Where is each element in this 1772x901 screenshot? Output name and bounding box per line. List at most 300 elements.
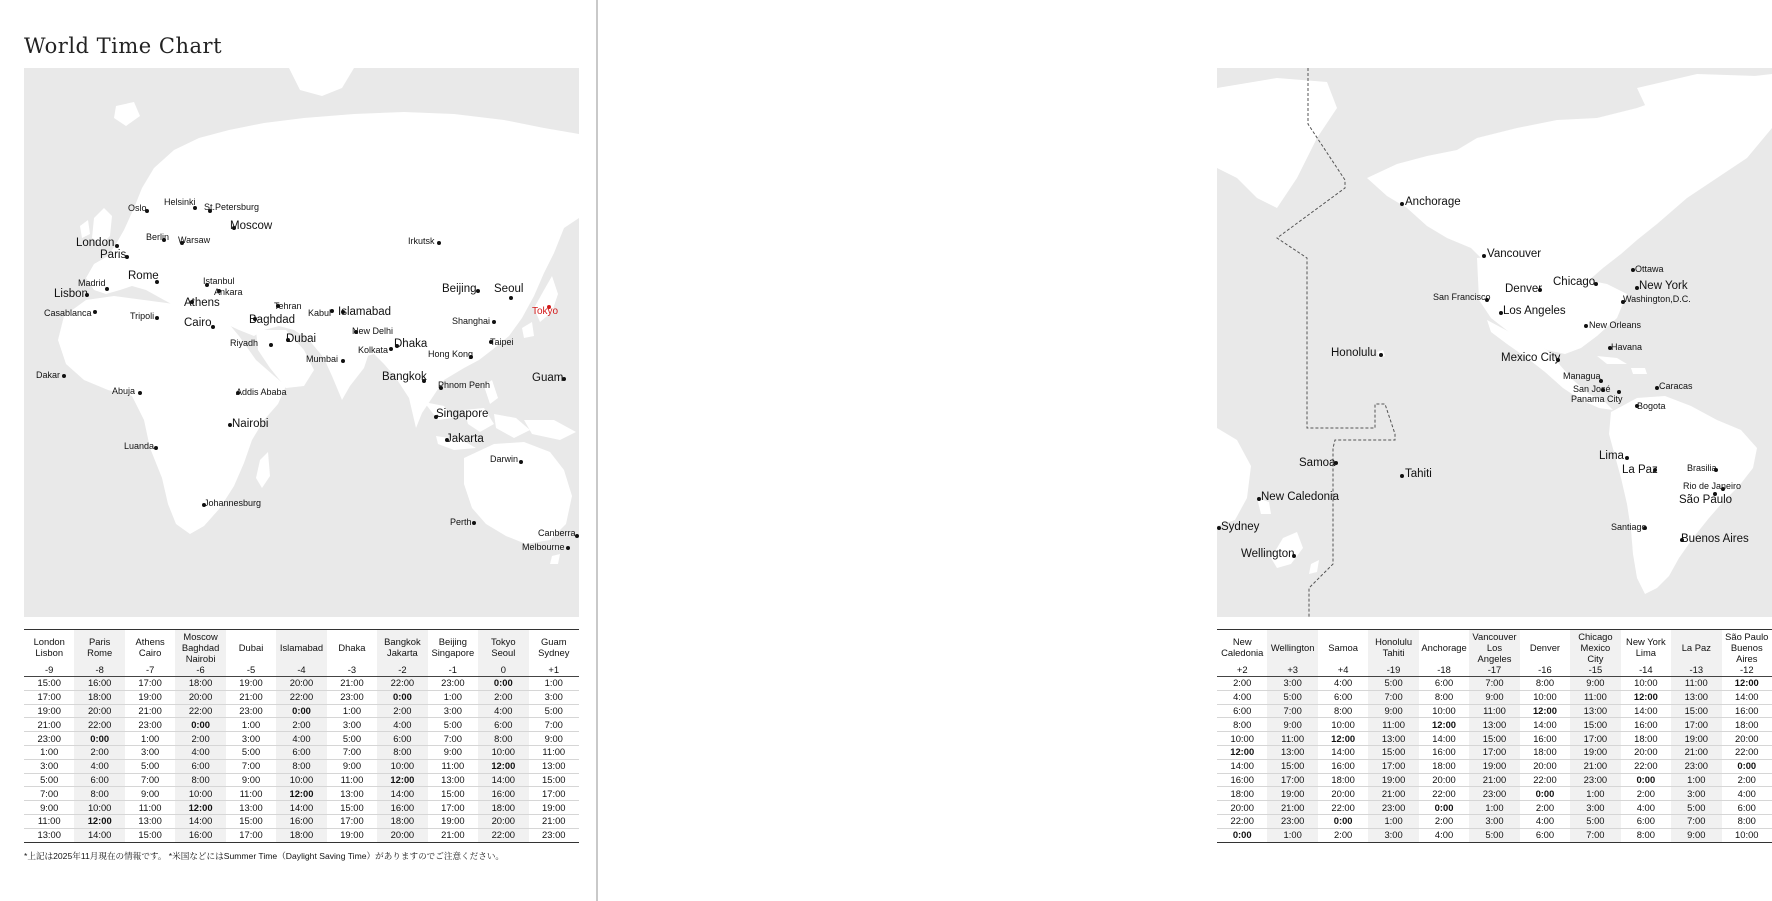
time-cell: 19:00 (1570, 745, 1620, 759)
time-cell: 5:00 (24, 773, 74, 787)
city-label: Kolkata (358, 345, 389, 355)
time-cell: 10:00 (74, 801, 124, 815)
time-cell: 22:00 (175, 704, 225, 718)
city-label: Tahiti (1405, 468, 1432, 480)
time-cell: 22:00 (1419, 787, 1469, 801)
time-cell: 4:00 (74, 759, 124, 773)
table-row (1217, 745, 1772, 759)
time-cell: 14:00 (1520, 718, 1570, 732)
time-cell: 13:00 (529, 759, 579, 773)
city-label: Athens (184, 297, 220, 309)
time-cell: 20:00 (74, 704, 124, 718)
time-cell: 3:00 (1671, 787, 1721, 801)
table-header-row (1217, 630, 1772, 665)
city-name: Chicago (1578, 630, 1613, 642)
time-cell: 6:00 (377, 732, 427, 746)
city-label: Jakarta (446, 433, 484, 445)
city-label: San Francisco (1433, 292, 1491, 302)
column-header (226, 630, 276, 665)
hour-offset: -17 (1469, 664, 1519, 677)
time-cell: 18:00 (175, 677, 225, 691)
time-cell: 2:00 (1217, 677, 1267, 691)
time-cell: 20:00 (1318, 787, 1368, 801)
time-cell: 3:00 (24, 759, 74, 773)
city-label: Wellington (1241, 548, 1295, 560)
time-cell: 23:00 (428, 677, 478, 691)
time-cell: 0:00 (276, 704, 326, 718)
time-cell: 17:00 (327, 814, 377, 828)
table-row (24, 732, 579, 746)
time-cell: 8:00 (1217, 718, 1267, 732)
city-dot (62, 374, 66, 378)
city-label: Casablanca (44, 308, 92, 318)
city-dot (1482, 254, 1486, 258)
time-cell: 11:00 (1469, 704, 1519, 718)
time-cell: 14:00 (1722, 690, 1772, 704)
city-dot (105, 287, 109, 291)
time-cell: 1:00 (1570, 787, 1620, 801)
city-label: Riyadh (230, 338, 259, 348)
city-name: São Paulo (1725, 630, 1769, 642)
time-cell: 5:00 (529, 704, 579, 718)
time-cell: 5:00 (1469, 828, 1519, 842)
time-cell: 11:00 (1671, 677, 1721, 691)
time-cell: 4:00 (1217, 690, 1267, 704)
time-cell: 9:00 (327, 759, 377, 773)
time-cell: 20:00 (175, 690, 225, 704)
time-cell: 3:00 (226, 732, 276, 746)
time-cell: 9:00 (1570, 677, 1620, 691)
city-name: Singapore (431, 647, 475, 658)
city-name: Angeles (1477, 652, 1512, 664)
time-cell: 7:00 (226, 759, 276, 773)
hour-offset: -18 (1419, 664, 1469, 677)
time-cell: 9:00 (1368, 704, 1418, 718)
city-name: Mexico (1580, 641, 1611, 653)
time-cell: 15:00 (1570, 718, 1620, 732)
time-cell: 18:00 (478, 801, 528, 815)
city-label: Irkutsk (408, 236, 435, 246)
city-name: City (1587, 652, 1604, 664)
city-label: Paris (100, 249, 127, 261)
time-cell: 17:00 (226, 828, 276, 842)
city-label: Islamabad (338, 306, 392, 318)
column-header (1368, 630, 1418, 665)
city-label: New York (1639, 280, 1688, 292)
time-cell: 22:00 (276, 690, 326, 704)
time-cell: 9:00 (529, 732, 579, 746)
time-cell: 18:00 (1520, 745, 1570, 759)
time-cell: 22:00 (377, 677, 427, 691)
hour-offset: -2 (377, 664, 427, 677)
city-dot (476, 289, 480, 293)
column-header (1621, 630, 1671, 665)
city-label: Denver (1505, 283, 1543, 295)
time-cell: 7:00 (1469, 677, 1519, 691)
city-dot (509, 296, 513, 300)
table-row (24, 801, 579, 815)
time-cell: 22:00 (1217, 814, 1267, 828)
time-cell: 0:00 (478, 677, 528, 691)
time-cell: 15:00 (428, 787, 478, 801)
time-cell: 18:00 (1722, 718, 1772, 732)
time-cell: 9:00 (1469, 690, 1519, 704)
city-name: Los (1486, 641, 1503, 653)
time-cell: 2:00 (1318, 828, 1368, 842)
time-cell: 10:00 (1520, 690, 1570, 704)
time-cell: 10:00 (478, 745, 528, 759)
city-label: Dubai (286, 333, 317, 345)
city-name: Buenos (1730, 641, 1763, 653)
time-cell: 4:00 (1419, 828, 1469, 842)
city-label: Moscow (230, 220, 273, 232)
column-header (529, 630, 579, 665)
city-label: Washington,D.C. (1623, 294, 1691, 304)
hour-offset: -1 (428, 664, 478, 677)
time-cell: 7:00 (529, 718, 579, 732)
time-cell: 20:00 (1621, 745, 1671, 759)
time-cell: 21:00 (428, 828, 478, 842)
hour-offset: -4 (276, 664, 326, 677)
city-label: Cairo (184, 317, 212, 329)
table-row (24, 704, 579, 718)
city-name: Lima (1635, 647, 1657, 658)
city-label: Seoul (494, 283, 524, 295)
time-cell: 4:00 (1722, 787, 1772, 801)
time-cell: 22:00 (478, 828, 528, 842)
time-cell: 11:00 (226, 787, 276, 801)
city-label: Mexico City (1501, 352, 1561, 364)
time-cell: 1:00 (125, 732, 175, 746)
city-name: Samoa (1328, 641, 1358, 653)
city-name: Sydney (538, 647, 570, 658)
column-header (428, 630, 478, 665)
city-label: Berlin (146, 232, 170, 242)
time-cell: 5:00 (226, 745, 276, 759)
city-dot (519, 460, 523, 464)
time-cell: 10:00 (1722, 828, 1772, 842)
time-cell: 15:00 (125, 828, 175, 842)
city-label: Canberra (538, 528, 576, 538)
time-cell: 23:00 (1368, 801, 1418, 815)
column-header (1267, 630, 1317, 665)
table-row (24, 745, 579, 759)
time-cell: 12:00 (478, 759, 528, 773)
table-row (24, 773, 579, 787)
time-cell: 20:00 (1520, 759, 1570, 773)
city-label: Shanghai (452, 316, 491, 326)
table-row (1217, 677, 1772, 691)
time-cell: 4:00 (175, 745, 225, 759)
city-dot (437, 241, 441, 245)
time-cell: 0:00 (1217, 828, 1267, 842)
time-cell: 12:00 (1318, 732, 1368, 746)
time-cell: 2:00 (1419, 814, 1469, 828)
time-cell: 10:00 (1217, 732, 1267, 746)
city-label: Istanbul (203, 276, 235, 286)
hour-offset: +2 (1217, 664, 1267, 677)
time-cell: 23:00 (529, 828, 579, 842)
hour-offset: -15 (1570, 664, 1620, 677)
time-cell: 15:00 (1368, 745, 1418, 759)
time-cell: 8:00 (478, 732, 528, 746)
world-map-western (1217, 68, 1772, 617)
city-dot (115, 244, 119, 248)
time-cell: 8:00 (1722, 814, 1772, 828)
time-cell: 15:00 (327, 801, 377, 815)
time-cell: 17:00 (1368, 759, 1418, 773)
city-label: Johannesburg (204, 498, 262, 508)
page-title: World Time Chart (24, 34, 223, 58)
city-label: Singapore (436, 408, 489, 420)
city-dot (389, 347, 393, 351)
time-cell: 4:00 (478, 704, 528, 718)
city-label: Madrid (78, 278, 106, 288)
city-name: Guam (541, 636, 567, 647)
city-label: Kabul (308, 308, 332, 318)
time-cell: 1:00 (1368, 814, 1418, 828)
city-name: Nairobi (185, 652, 216, 664)
city-dot (1625, 456, 1629, 460)
time-cell: 10:00 (1318, 718, 1368, 732)
time-cell: 9:00 (226, 773, 276, 787)
time-cell: 7:00 (1368, 690, 1418, 704)
time-cell: 17:00 (1267, 773, 1317, 787)
time-cell: 2:00 (1520, 801, 1570, 815)
time-cell: 4:00 (276, 732, 326, 746)
table-row (1217, 787, 1772, 801)
table-row (24, 787, 579, 801)
city-label: Luanda (124, 441, 155, 451)
time-cell: 14:00 (1419, 732, 1469, 746)
time-cell: 2:00 (1722, 773, 1772, 787)
time-cell: 12:00 (1217, 745, 1267, 759)
hour-offset: -5 (226, 664, 276, 677)
hour-offset: -16 (1520, 664, 1570, 677)
time-cell: 3:00 (125, 745, 175, 759)
city-name: Tokyo (491, 636, 516, 647)
city-label: Vancouver (1487, 248, 1542, 260)
city-label: Taipei (490, 337, 514, 347)
time-cell: 14:00 (1621, 704, 1671, 718)
time-cell: 11:00 (24, 814, 74, 828)
city-name: Moscow (183, 630, 218, 642)
time-cell: 18:00 (377, 814, 427, 828)
time-cell: 14:00 (377, 787, 427, 801)
hour-offset: -14 (1621, 664, 1671, 677)
time-cell: 2:00 (478, 690, 528, 704)
city-name: Lisbon (35, 647, 64, 658)
time-cell: 16:00 (1318, 759, 1368, 773)
time-cell: 16:00 (1520, 732, 1570, 746)
time-cell: 12:00 (74, 814, 124, 828)
offset-row (24, 664, 579, 677)
city-name: Aires (1736, 652, 1758, 664)
time-cell: 21:00 (529, 814, 579, 828)
time-cell: 19:00 (125, 690, 175, 704)
column-header (1722, 630, 1772, 665)
city-name: Honolulu (1375, 636, 1413, 647)
city-label: Santiago (1611, 522, 1647, 532)
time-cell: 20:00 (377, 828, 427, 842)
time-cell: 0:00 (1722, 759, 1772, 773)
city-label: Addis Ababa (236, 387, 287, 397)
time-cell: 9:00 (125, 787, 175, 801)
time-cell: 16:00 (1722, 704, 1772, 718)
time-cell: 12:00 (1520, 704, 1570, 718)
city-label: Tripoli (130, 311, 155, 321)
city-name: Tahiti (1382, 647, 1405, 658)
hour-offset: 0 (478, 664, 528, 677)
time-cell: 0:00 (377, 690, 427, 704)
time-cell: 6:00 (478, 718, 528, 732)
hour-offset: +3 (1267, 664, 1317, 677)
city-name: Dhaka (338, 641, 366, 653)
time-cell: 19:00 (1368, 773, 1418, 787)
column-header (24, 630, 74, 665)
time-cell: 1:00 (428, 690, 478, 704)
time-cell: 21:00 (1368, 787, 1418, 801)
city-label: London (76, 237, 115, 249)
city-name: Islamabad (279, 641, 324, 653)
hour-offset: -13 (1671, 664, 1721, 677)
time-cell: 8:00 (1419, 690, 1469, 704)
city-name: Seoul (491, 647, 516, 658)
time-cell: 15:00 (226, 814, 276, 828)
time-cell: 9:00 (1671, 828, 1721, 842)
city-label: Rio de Janeiro (1683, 481, 1742, 491)
time-cell: 8:00 (74, 787, 124, 801)
time-cell: 17:00 (1469, 745, 1519, 759)
city-dot (138, 391, 142, 395)
time-cell: 16:00 (1419, 745, 1469, 759)
city-name: Denver (1529, 641, 1561, 653)
time-cell: 3:00 (1368, 828, 1418, 842)
time-cell: 6:00 (1217, 704, 1267, 718)
time-cell: 5:00 (1267, 690, 1317, 704)
time-cell: 10:00 (276, 773, 326, 787)
time-cell: 21:00 (125, 704, 175, 718)
time-cell: 7:00 (1267, 704, 1317, 718)
city-name: La Paz (1681, 641, 1711, 653)
city-label: Los Angeles (1503, 305, 1566, 317)
time-cell: 4:00 (1520, 814, 1570, 828)
time-cell: 11:00 (1570, 690, 1620, 704)
city-label: Abuja (112, 386, 136, 396)
time-cell: 22:00 (1621, 759, 1671, 773)
time-cell: 6:00 (1318, 690, 1368, 704)
time-cell: 19:00 (529, 801, 579, 815)
time-cell: 17:00 (428, 801, 478, 815)
time-cell: 1:00 (327, 704, 377, 718)
time-cell: 2:00 (1621, 787, 1671, 801)
time-cell: 18:00 (74, 690, 124, 704)
city-dot (575, 534, 579, 538)
time-cell: 11:00 (327, 773, 377, 787)
table-row (1217, 801, 1772, 815)
time-cell: 12:00 (377, 773, 427, 787)
city-label: Anchorage (1405, 196, 1461, 208)
city-label: St.Petersburg (204, 202, 260, 212)
time-cell: 8:00 (1520, 677, 1570, 691)
time-cell: 13:00 (327, 787, 377, 801)
time-cell: 13:00 (125, 814, 175, 828)
time-cell: 0:00 (74, 732, 124, 746)
column-header (327, 630, 377, 665)
column-header (1671, 630, 1721, 665)
city-label: Buenos Aires (1681, 533, 1749, 545)
time-cell: 3:00 (1570, 801, 1620, 815)
table-row (1217, 690, 1772, 704)
time-cell: 8:00 (377, 745, 427, 759)
city-label: Brasilia (1687, 463, 1717, 473)
city-label: Baghdad (249, 314, 296, 326)
time-cell: 6:00 (1722, 801, 1772, 815)
time-cell: 8:00 (1621, 828, 1671, 842)
hour-offset: -7 (125, 664, 175, 677)
city-name: Anchorage (1421, 641, 1467, 653)
time-cell: 7:00 (1671, 814, 1721, 828)
time-cell: 17:00 (1570, 732, 1620, 746)
time-cell: 5:00 (1368, 677, 1418, 691)
time-cell: 23:00 (327, 690, 377, 704)
time-cell: 12:00 (1621, 690, 1671, 704)
hour-offset: -9 (24, 664, 74, 677)
table-row (1217, 814, 1772, 828)
world-time-table-east (24, 629, 579, 843)
time-cell: 13:00 (1267, 745, 1317, 759)
time-cell: 18:00 (1621, 732, 1671, 746)
city-name: Wellington (1270, 641, 1315, 653)
time-cell: 12:00 (276, 787, 326, 801)
city-label: Honolulu (1331, 347, 1377, 359)
time-cell: 19:00 (24, 704, 74, 718)
time-cell: 5:00 (1671, 801, 1721, 815)
time-cell: 6:00 (1621, 814, 1671, 828)
time-cell: 9:00 (24, 801, 74, 815)
time-cell: 21:00 (24, 718, 74, 732)
city-label: Rome (128, 270, 159, 282)
table-row (1217, 828, 1772, 842)
table-row (1217, 759, 1772, 773)
table-row (1217, 773, 1772, 787)
city-name: Beijing (438, 636, 467, 647)
city-dot (269, 343, 273, 347)
table-row (1217, 704, 1772, 718)
time-cell: 5:00 (428, 718, 478, 732)
time-cell: 3:00 (327, 718, 377, 732)
table-row (1217, 718, 1772, 732)
city-name: Baghdad (181, 641, 220, 653)
table-row (24, 718, 579, 732)
time-cell: 5:00 (327, 732, 377, 746)
city-label: La Paz (1622, 464, 1658, 476)
city-name: Dubai (238, 641, 264, 653)
city-label: Chicago (1553, 276, 1596, 288)
time-cell: 12:00 (1419, 718, 1469, 732)
city-dot (472, 521, 476, 525)
city-dot (1400, 474, 1404, 478)
hour-offset: -8 (74, 664, 124, 677)
hour-offset: -19 (1368, 664, 1418, 677)
table-row (24, 828, 579, 842)
time-cell: 2:00 (74, 745, 124, 759)
city-label: Lima (1599, 450, 1624, 462)
time-cell: 22:00 (1318, 801, 1368, 815)
time-cell: 7:00 (327, 745, 377, 759)
city-label: Sydney (1221, 521, 1260, 533)
time-cell: 1:00 (1267, 828, 1317, 842)
